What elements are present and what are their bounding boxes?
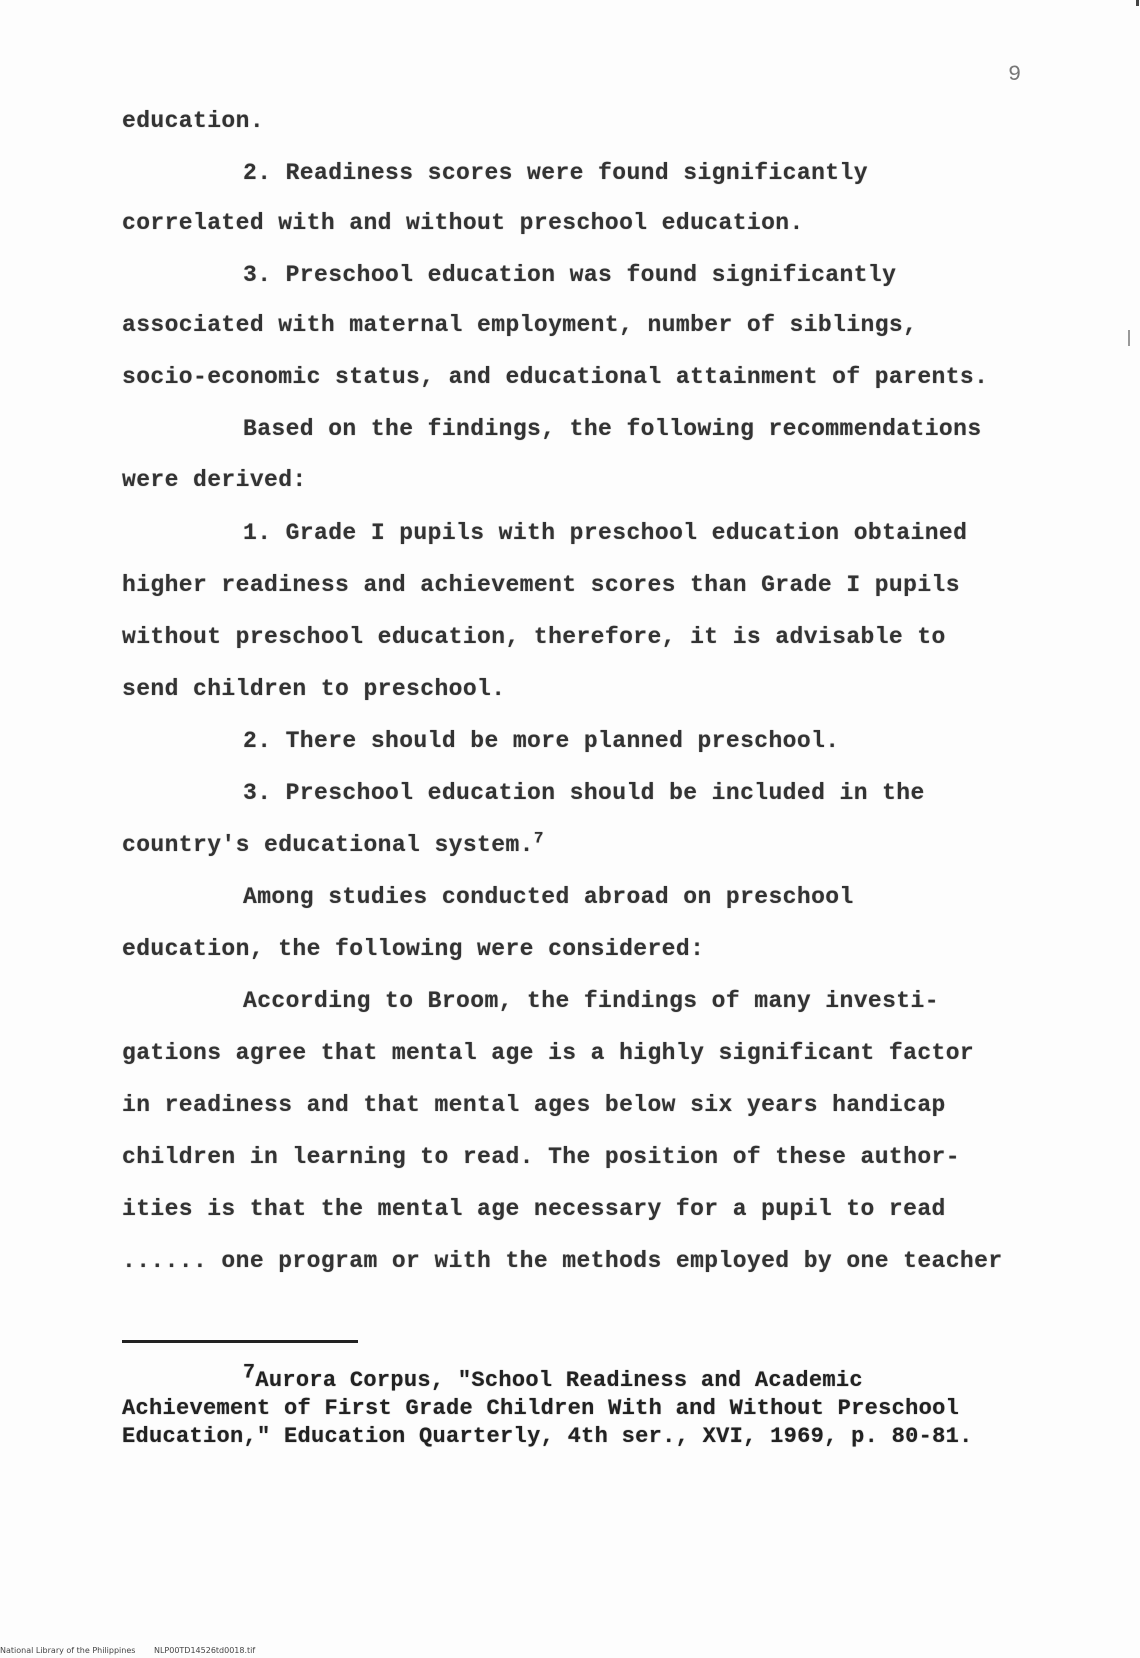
- body-line: 2. Readiness scores were found significantly: [243, 160, 868, 186]
- body-line: Among studies conducted abroad on preschool: [243, 884, 854, 910]
- body-line: 2. There should be more planned preschool.: [243, 728, 840, 754]
- scan-caption: [0, 1646, 271, 1655]
- scan-speck: [1128, 330, 1130, 346]
- body-line: in readiness and that mental ages below six years handicap: [122, 1092, 946, 1118]
- caption-library: National Library of the Philippines: [0, 1646, 136, 1655]
- body-line: gations agree that mental age is a highly significant factor: [122, 1040, 975, 1066]
- body-line: associated with maternal employment, number of siblings,: [122, 312, 918, 338]
- scan-speck: [1136, 0, 1139, 6]
- footnote-number: 7: [243, 1361, 256, 1385]
- body-line: were derived:: [122, 467, 307, 493]
- body-line: socio-economic status, and educational attainment of parents.: [122, 364, 989, 390]
- body-line: 1. Grade I pupils with preschool education obtained: [243, 520, 968, 546]
- body-line: send children to preschool.: [122, 676, 506, 702]
- body-line: education, the following were considered:: [122, 936, 705, 962]
- body-line: without preschool education, therefore, it is advisable to: [122, 624, 946, 650]
- footnote-divider: [122, 1340, 358, 1343]
- body-line: correlated with and without preschool education.: [122, 210, 804, 236]
- body-line: higher readiness and achievement scores than Grade I pupils: [122, 572, 960, 598]
- page-number: 9: [1008, 62, 1022, 87]
- body-line: Based on the findings, the following recommendations: [243, 416, 982, 442]
- body-line: ities is that the mental age necessary for a pupil to read: [122, 1196, 946, 1222]
- footnote-line: [243, 1361, 863, 1393]
- footnote-line: Education," Education Quarterly, 4th ser., XVI, 1969, p. 80-81.: [122, 1424, 973, 1449]
- body-line-text: country's educational system.: [122, 832, 534, 858]
- body-line: 3. Preschool education was found significantly: [243, 262, 897, 288]
- footnote-line: Achievement of First Grade Children With and Without Preschool: [122, 1396, 960, 1421]
- body-line: 3. Preschool education should be included in the: [243, 780, 925, 806]
- body-line: According to Broom, the findings of many investi-: [243, 988, 939, 1014]
- footnote-text: Aurora Corpus, "School Readiness and Academic: [255, 1368, 863, 1393]
- footnote-reference: 7: [533, 829, 544, 848]
- body-line: [122, 829, 544, 858]
- caption-file: NLP00TD14526td0018.tif: [153, 1646, 256, 1655]
- body-line: education.: [122, 108, 265, 134]
- body-line: children in learning to read. The position of these author-: [122, 1144, 960, 1170]
- body-line: ...... one program or with the methods employed by one teacher: [122, 1248, 1003, 1274]
